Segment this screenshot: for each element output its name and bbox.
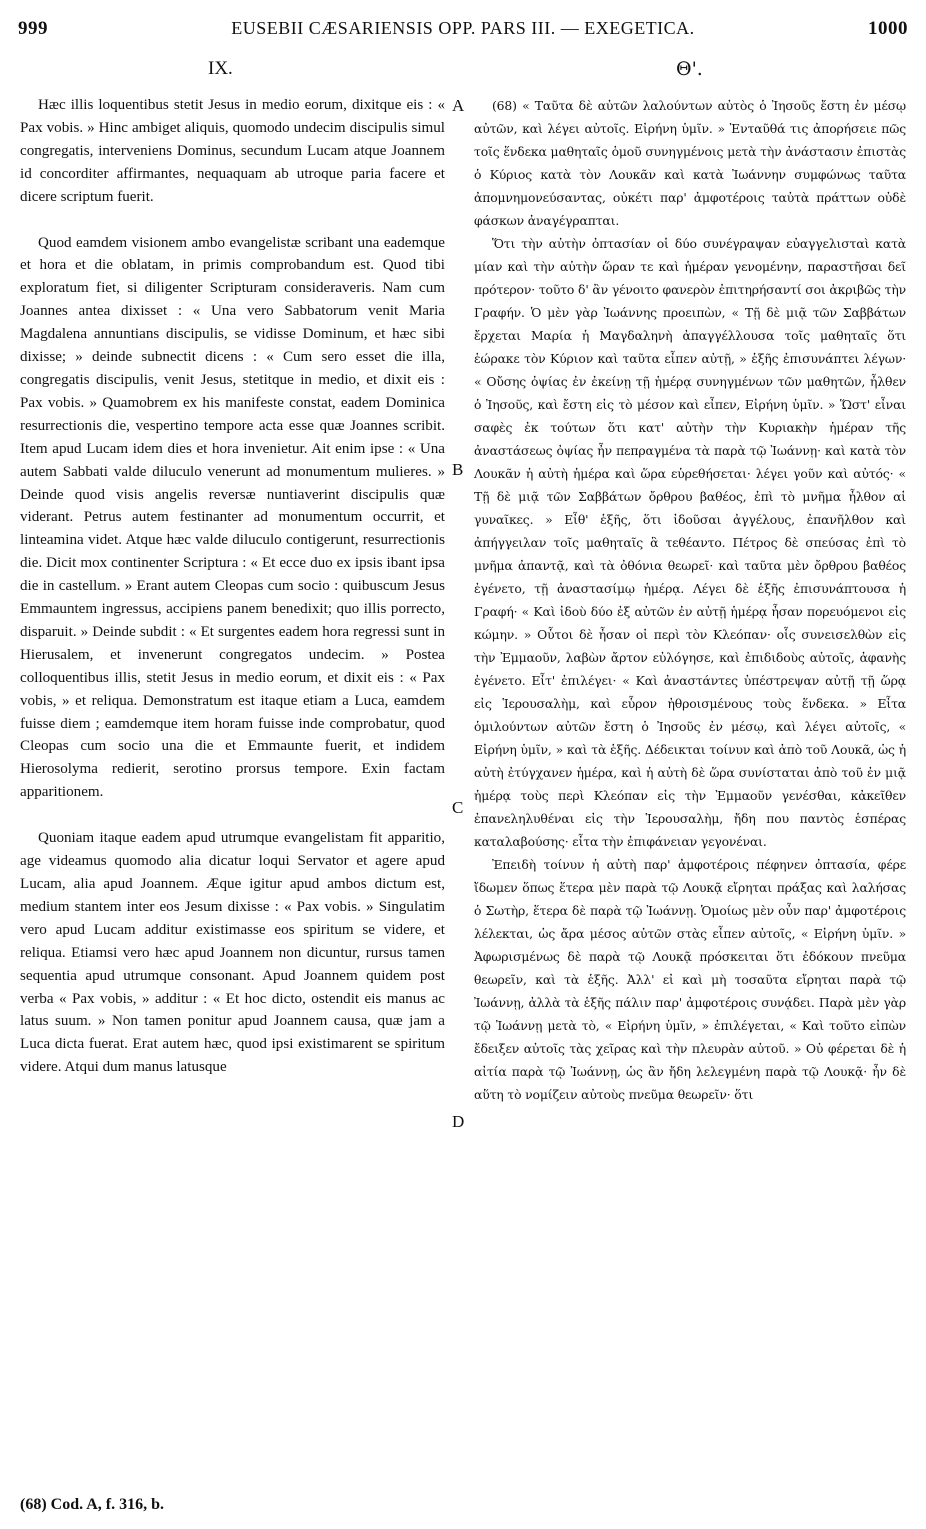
page-number-right: 1000 [868,18,908,39]
latin-paragraph: Quod eamdem visionem ambo evangelistæ scribant una eademque et hora et die oblatam, in primis comprobandum est. Quod tibi exploratum fiet, si diligenter Scripturam consideraveris. Nam cum Joannes antea dixisset : « Una vero Sabbatorum venit Maria Magdalena annuntians discipulis, se vidisse Dominum, et hæc sibi dixisse; » deinde subnectit dicens : « Cum sero esset die illa, congregatis discipulis, venit Jesus, stetitque in medio, et dixit eis : Pax vobis. » Quamobrem ex his manifeste constat, eadem Dominica resurrectionis die, vespertino tempore acta esse quæ Joannes scribit. Item apud Lucam idem dies et hora invenietur. Ait enim ipse : « Una autem Sabbati valde diluculo venerunt ad monumentum mulieres. » Deinde quod visis angelis reversæ nuntiaverint discipulis quæ viderant. Petrus autem festinanter ad monumentum occurrit, et linteamina videt. Atque hæc valde diluculo contigerunt, resurrectionis die. Dicit mox continenter Scriptura : « Et ecce duo ex ipsis ibant ipsa die in castellum. » Erant autem Cleopas cum socio : quibuscum Jesus Emmauntem ingressus, accipiens panem benedixit; quo illis porrecto, disparuit. » Deinde subdit : « Et surgentes eadem hora regressi sunt in Hierusalem, et invenerunt congregatos undecim. » Postea colloquentibus illis, stetit Jesus in medio eorum, et dixit eis : « Pax vobis, » et reliqua. Demonstratum est itaque etiam a Luca, eamdem fuisse diem ; eamdemque item horam fuisse inde comprobatur, quod Cleopas cum socio una die et Emmaunte fuerit, et indidem Hierosolyma redierit, serotino prorsus tempore. Exin factam apparitionem. [20,234,445,801]
greek-paragraph: Ὅτι τὴν αὐτὴν ὀπτασίαν οἱ δύο συνέγραψαν εὐαγγελισταὶ κατὰ μίαν καὶ τὴν αὐτὴν ὥραν τε καὶ ἡμέραν γενομένην, παραστῆσαι δεῖ πρότερον· τοῦτο δ' ἂν γένοιτο φανερὸν ἐπιτηρήσαντί σοι ἀκριβῶς τὴν Γραφήν. Ὁ μὲν γὰρ Ἰωάννης προειπὼν, « Τῇ δὲ μιᾷ τῶν Σαββάτων ἔρχεται Μαρία ἡ Μαγδαληνὴ ἀπαγγέλλουσα τοῖς μαθηταῖς ὅτι ἑώρακε τὸν Κύριον καὶ ταῦτα εἶπεν αὐτῇ, » ἑξῆς ἐπισυνάπτει λέγων· « Οὔσης ὀψίας ἐν ἐκείνῃ τῇ ἡμέρᾳ συνηγμένων τῶν μαθητῶν, ἦλθεν ὁ Ἰησοῦς, καὶ ἔστη εἰς τὸ μέσον καὶ εἶπεν, Εἰρήνη ὑμῖν. » Ὥστ' εἶναι σαφὲς ἐκ τούτων ὅτι κατ' αὐτὴν τὴν Κυριακὴν ἡμέραν τῆς ἀναστάσεως ὀψίας ἦν πεπραγμένα τὰ παρὰ τῷ Ἰωάννῃ· καὶ κατὰ τὸν Λουκᾶν ἡ αὐτὴ ἡμέρα καὶ ὥρα εὑρεθήσεται· λέγει γοῦν καὶ αὐτός· « Τῇ δὲ μιᾷ τῶν Σαββάτων ὄρθρου βαθέος, ἐπὶ τὸ μνῆμα ἦλθον αἱ γυναῖκες. » Εἶθ' ἑξῆς, ὅτι ἰδοῦσαι ἀγγέλους, ἐπανῆλθον καὶ ἀπήγγειλαν τοῖς μαθηταῖς ἃ τεθέαντο. Πέτρος δὲ σπεύσας ἐπὶ τὸ μνῆμα ἀπαντᾷ, καὶ τὰ ὀθόνια θεωρεῖ· καὶ ταῦτα μὲν ὄρθρου βαθέος ἐγένετο, τῇ ἀναστασίμῳ ἡμέρᾳ. Λέγει δὲ ἑξῆς ἐπισυνάπτουσα ἡ Γραφή· « Καὶ ἰδοὺ δύο ἐξ αὐτῶν ἐν αὐτῇ ἡμέρᾳ ἦσαν πορευόμενοι εἰς κώμην. » Οὗτοι δὲ ἦσαν οἱ περὶ τὸν Κλεόπαν· οἷς συνεισελθὼν εἰς τὴν Ἐμμαοῦν, λαβὼν ἄρτον εὐλόγησε, καὶ ἐπιδιδοὺς αὐτοῖς, ἀφανὴς ἐγένετο. Εἶτ' ἐπιλέγει· « Καὶ ἀναστάντες ὑπέστρεψαν αὐτῇ τῇ ὥρᾳ εἰς Ἱερουσαλὴμ, καὶ εὗρον ἠθροισμένους τοὺς ἕνδεκα. » Εἶτα ὁμιλούντων αὐτῶν ἔστη ὁ Ἰησοῦς ἐν μέσῳ, καὶ λέγει αὐτοῖς, « Εἰρήνη ὑμῖν, » καὶ τὰ ἑξῆς. Δέδεικται τοίνυν καὶ ἀπὸ τοῦ Λουκᾶ, ὡς ἡ αὐτὴ ἐτύγχανεν ἡμέρα, καὶ ἡ αὐτὴ δὲ ὥρα συνίσταται ἀπὸ τοῦ ἐν μιᾷ ἡμέρᾳ τοὺς περὶ Κλεόπαν εἰς τὴν Ἐμμαοῦν γενέσθαι, κἀκεῖθεν ἐπανεληλυθέναι εἰς τὴν Ἱερουσαλὴμ, ἤδη που παντὸς ἑσπέρας καταλαβούσης· εἶτα τὴν ἐπιφάνειαν γεγονέναι. [474,236,906,849]
page-number-left: 999 [18,18,48,39]
footnote: (68) Cod. A, f. 316, b. [20,1496,165,1513]
greek-section-heading: Θ'. [676,58,703,80]
margin-marker-d: D [452,1112,465,1131]
margin-marker-a: A [452,96,465,115]
latin-column [20,94,445,1079]
greek-column [474,94,906,1106]
latin-section-heading: IX. [208,58,233,79]
latin-paragraph: Hæc illis loquentibus stetit Jesus in medio eorum, dixitque eis : « Pax vobis. » Hinc ambiget aliquis, quomodo undecim discipulis simul congregatis, interveniens Dominus, secundum Lucam atque Joannem id concorditer affirmantes, nequaquam ab utroque paria facere et dicere scriptum fuerit. [20,97,445,205]
greek-paragraph: (68) « Ταῦτα δὲ αὐτῶν λαλούντων αὐτὸς ὁ Ἰησοῦς ἔστη ἐν μέσῳ αὐτῶν, καὶ λέγει αὐτοῖς. Εἰρήνη ὑμῖν. » Ἐνταῦθά τις ἀπορήσειε πῶς τοῖς ἕνδεκα μαθηταῖς ὁμοῦ συνηγμένοις μετὰ τὴν ἀνάστασιν ἐπιστὰς ὁ Κύριος κατὰ τὸν Λουκᾶν καὶ κατὰ Ἰωάννην συμφώνως ταῦτα ἀπομνημονεύσαντας, οὐκέτι παρ' ἀμφοτέροις ταὐτὰ πράττων οὐδὲ φάσκων ἀναγέγραπται. [474,98,906,228]
running-title: EUSEBII CÆSARIENSIS OPP. PARS III. — EXEGETICA. [231,18,695,38]
margin-marker-c: C [452,798,464,817]
latin-paragraph: Quoniam itaque eadem apud utrumque evangelistam fit apparitio, age videamus quomodo alia dicatur loqui Servator et agere apud Lucam, alia apud Joannem. Æque igitur apud ambos dictum est, medium stantem inter eos Jesum dixisse : « Pax vobis. » Singulatim vero apud Lucam additur existimasse eos spiritum se videre, et reliqua. Etiamsi vero hæc apud Joannem non dicuntur, rursus tamen sequentia apud utrumque consonant. Apud Joannem quidem post verba « Pax vobis, » additur : « Et hoc dicto, ostendit eis manus ac latus suum. » Non tamen ponitur apud Joannem causa, quæ jam a Luca dicta fuerat. Erat autem hæc, quod ipsi existimarent se spiritum videre. Atqui dum manus latusque [20,830,445,1076]
running-header [14,18,912,44]
margin-marker-b: B [452,460,464,479]
greek-paragraph: Ἐπειδὴ τοίνυν ἡ αὐτὴ παρ' ἀμφοτέροις πέφηνεν ὀπτασία, φέρε ἴδωμεν ὅπως ἕτερα μὲν παρὰ τῷ Λουκᾷ εἴρηται πράξας καὶ λαλήσας ὁ Σωτὴρ, ἕτερα δὲ παρὰ τῷ Ἰωάννῃ. Ὁμοίως μὲν οὖν παρ' ἀμφοτέροις λέλεκται, ὡς ἄρα μέσος αὐτῶν στὰς εἶπεν αὐτοῖς, « Εἰρήνη ὑμῖν. » Ἀφωρισμένως δὲ παρὰ τῷ Λουκᾷ πρόσκειται ὅτι ἐδόκουν πνεῦμα θεωρεῖν, καὶ τὰ ἑξῆς. Ἀλλ' εἰ καὶ μὴ τοσαῦτα εἴρηται παρὰ τῷ Ἰωάννῃ, ἀλλὰ τὰ ἑξῆς πάλιν παρ' ἀμφοτέροις συνᾴδει. Παρὰ μὲν γὰρ τῷ Ἰωάννῃ μετὰ τὸ, « Εἰρήνη ὑμῖν, » ἐπιλέγεται, « Καὶ τοῦτο εἰπὼν ἔδειξεν αὐτοῖς τὰς χεῖρας καὶ τὴν πλευρὰν αὐτοῦ. » Οὐ φέρεται δὲ ἡ αἰτία παρὰ τῷ Ἰωάννῃ, ὡς ἂν ἤδη λελεγμένη παρὰ τῷ Λουκᾷ· ἦν δὲ αὕτη τὸ νομίζειν αὐτοὺς πνεῦμα θεωρεῖν· ὅτι [474,857,906,1102]
